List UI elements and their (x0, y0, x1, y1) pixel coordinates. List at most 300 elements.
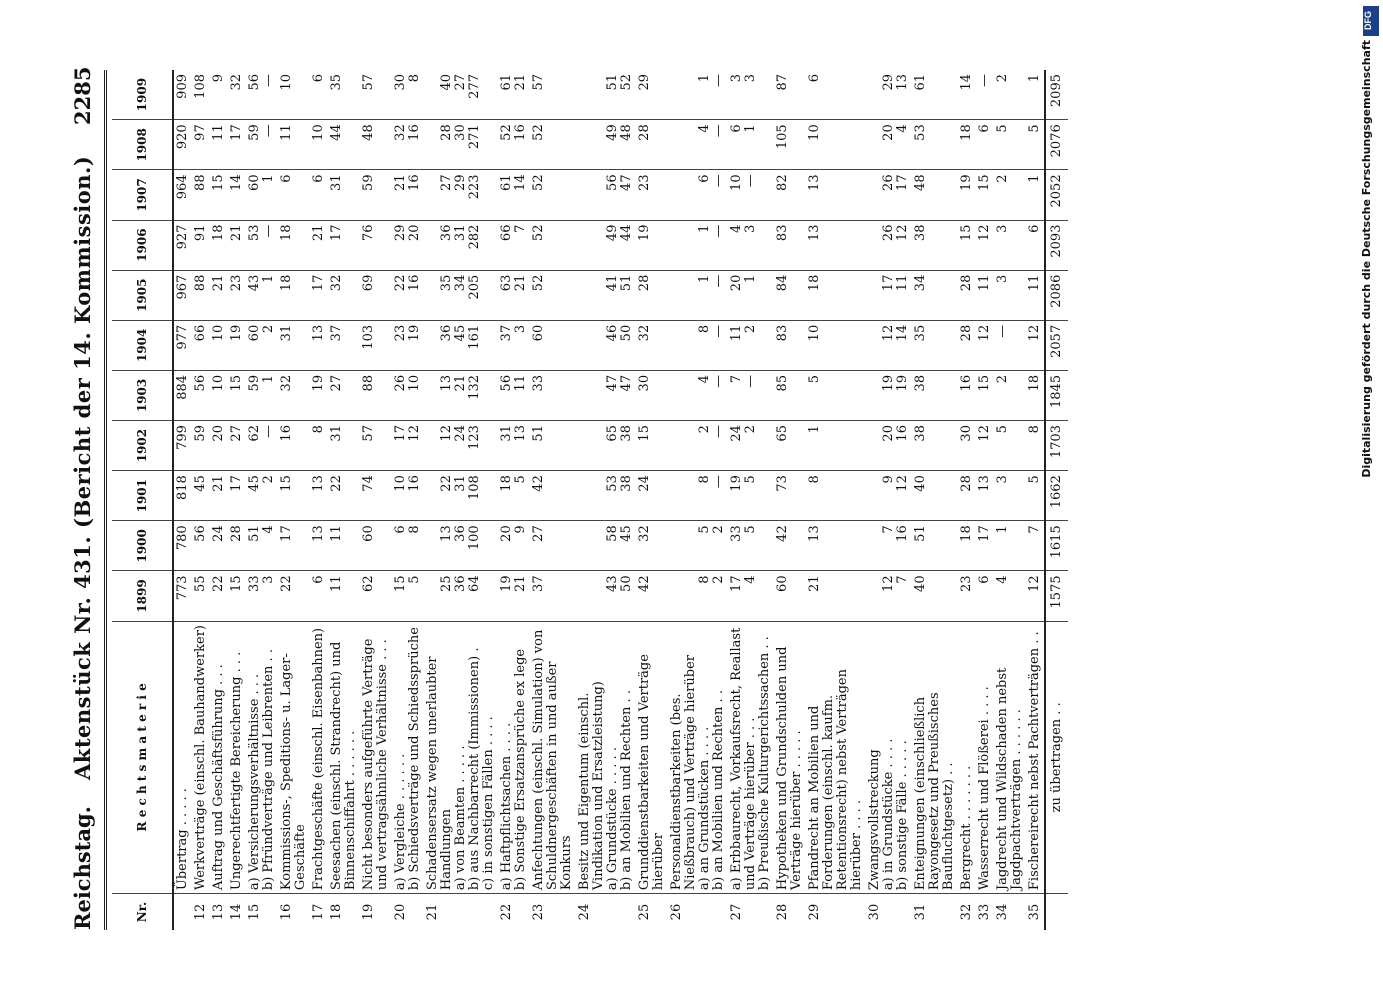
cell-value: 4 (994, 571, 1026, 621)
cell-value: 58 45 (576, 521, 636, 571)
cell-value: 8 — (668, 320, 728, 370)
total-value: 1662 (1045, 471, 1068, 521)
row-number: 17 (310, 894, 328, 930)
table-row (866, 70, 912, 930)
cell-value: 88 (192, 170, 210, 220)
cell-value: 17 11 (866, 270, 912, 320)
cell-value: 10 (310, 120, 328, 170)
table-row (806, 70, 866, 930)
cell-value: 20 1 (728, 270, 774, 320)
cell-value: 4 3 (728, 220, 774, 270)
cell-value: 10 — (728, 170, 774, 220)
cell-value: 74 (360, 471, 392, 521)
cell-value: 18 (958, 120, 976, 170)
cell-value: 52 (530, 220, 576, 270)
cell-value: 6 1 (728, 120, 774, 170)
row-materie: Enteignungen (einschließlich Rayongesetz und Preußisches Baufluchtgesetz) . . (912, 621, 958, 894)
row-number: 16 (278, 894, 310, 930)
row-materie: Wasserrecht und Flößerei . . . . (976, 621, 994, 894)
cell-value: 19 (636, 220, 668, 270)
cell-value: 31 (328, 170, 360, 220)
cell-value: 17 (228, 120, 246, 170)
cell-value: 6 8 (392, 521, 424, 571)
cell-value: 60 2 (246, 320, 278, 370)
cell-value: 57 (531, 74, 546, 91)
cell-value: 59 (360, 170, 392, 220)
total-row (1045, 70, 1068, 930)
cell-value: 884 (173, 370, 192, 420)
table-row (958, 70, 976, 930)
cell-value: 41 51 (576, 270, 636, 320)
cell-value: 13 (806, 220, 866, 270)
cell-value: 7 — (728, 370, 774, 420)
cell-value: 76 (360, 220, 392, 270)
cell-value: 2 (994, 170, 1026, 220)
cell-value: 38 (912, 421, 958, 471)
cell-value: 48 (912, 170, 958, 220)
cell-value: 37 3 (498, 320, 530, 370)
row-materie: Bergrecht . . . . . . . (958, 621, 976, 894)
table-row (192, 70, 210, 930)
cell-value: 18 5 (498, 471, 530, 521)
cell-value: 6 (278, 170, 310, 220)
cell-value: 32 (636, 320, 668, 370)
table-body (173, 70, 1068, 930)
cell-value: 61 14 (498, 170, 530, 220)
cell-value: 31 (278, 320, 310, 370)
row-number: 13 (210, 894, 228, 930)
cell-value: 22 (278, 571, 310, 621)
cell-value: 65 38 (576, 421, 636, 471)
row-number: 33 (976, 894, 994, 930)
cell-value: 5 (1026, 120, 1045, 170)
cell-value: 21 (228, 220, 246, 270)
cell-value: 21 (310, 220, 328, 270)
row-number: 15 (246, 894, 278, 930)
row-number: 28 (774, 894, 806, 930)
cell-value: 32 16 (392, 120, 424, 170)
row-number: 14 (228, 894, 246, 930)
table-row (173, 70, 192, 930)
cell-value: 16 (958, 370, 976, 420)
cell-value: 8 — (668, 471, 728, 521)
cell-value: 4 — (668, 370, 728, 420)
cell-value: 24 (636, 471, 668, 521)
cell-value: 83 (774, 220, 806, 270)
cell-value: 62 (360, 571, 392, 621)
row-materie: Grunddienstbarkeiten und Verträge hierüber (636, 621, 668, 894)
cell-value: 44 (328, 120, 360, 170)
row-number: 24 (576, 894, 636, 930)
row-number: 22 (498, 894, 530, 930)
cell-value: 18 (958, 521, 976, 571)
page-number: 2285 (70, 66, 95, 125)
cell-value: 23 19 (392, 320, 424, 370)
cell-value: 1 — (668, 220, 728, 270)
row-materie: Werkverträge (einschl. Bauhandwerker) (192, 621, 210, 894)
cell-value: 4 — (668, 120, 728, 170)
col-year: 1907 (112, 170, 173, 220)
cell-value: 11 (278, 120, 310, 170)
cell-value: 83 (774, 320, 806, 370)
funding-note (1360, 40, 1378, 600)
cell-value: 19 (310, 370, 328, 420)
total-nr (1045, 894, 1068, 930)
cell-value: 26 10 (392, 370, 424, 420)
cell-value: 55 (192, 571, 210, 621)
cell-value: 27 (530, 521, 576, 571)
cell-value: 46 50 (576, 320, 636, 370)
cell-value: 9 12 (866, 471, 912, 521)
row-materie: Kommissions-, Speditions- u. Lager-Geschäfte (278, 621, 310, 894)
cell-value: 6 (976, 120, 994, 170)
row-materie: Auftrag und Geschäftsführung . . . (210, 621, 228, 894)
header-left: Reichstag. (70, 806, 95, 930)
total-label: zu übertragen . . (1045, 621, 1068, 894)
cell-value: 33 3 (246, 571, 278, 621)
cell-value: 33 (530, 370, 576, 420)
total-value: 2086 (1045, 270, 1068, 320)
cell-value: 18 (278, 220, 310, 270)
row-number: 30 (866, 894, 912, 930)
cell-value: 12 (976, 421, 994, 471)
row-number: 35 (1026, 894, 1045, 930)
cell-value: 62 — (246, 421, 278, 471)
cell-value: 1 (806, 421, 866, 471)
cell-value: 22 31 108 (424, 471, 498, 521)
table-row (636, 70, 668, 930)
cell-value: 40 (912, 471, 958, 521)
cell-value: 10 (210, 320, 228, 370)
cell-value: 56 (192, 370, 210, 420)
cell-value: — (977, 74, 992, 87)
cell-value: 60 (530, 320, 576, 370)
cell-value: 5 (994, 120, 1026, 170)
row-number: 27 (728, 894, 774, 930)
table-row (530, 70, 576, 930)
cell-value: 13 21 132 (424, 370, 498, 420)
col-materie: R e c h t s m a t e r i e (112, 621, 173, 894)
cell-value: 18 (278, 270, 310, 320)
row-materie: Seesachen (einschl. Strandrecht) und Binnenschiffahrt . . . . . . (328, 621, 360, 894)
cell-value: 45 2 (246, 471, 278, 521)
cell-value: 17 (976, 521, 994, 571)
cell-value: 6 (807, 74, 822, 83)
cell-value: 977 (173, 320, 192, 370)
cell-value: 29 20 (392, 220, 424, 270)
cell-value: 52 (530, 120, 576, 170)
cell-value: 37 (530, 571, 576, 621)
total-value: 2057 (1045, 320, 1068, 370)
cell-value: 28 (958, 320, 976, 370)
table-row (576, 70, 636, 930)
cell-value: 18 (1026, 370, 1045, 420)
cell-value: 59 (192, 421, 210, 471)
cell-value: 56 — (247, 74, 276, 91)
col-year: 1900 (112, 521, 173, 571)
cell-value: 33 5 (728, 521, 774, 571)
total-value: 2052 (1045, 170, 1068, 220)
table-header-row (112, 70, 173, 930)
cell-value: 1 — (668, 270, 728, 320)
cell-value: 38 (912, 370, 958, 420)
cell-value: 28 (958, 270, 976, 320)
total-value: 1575 (1045, 571, 1068, 621)
cell-value: 35 34 205 (424, 270, 498, 320)
table-row (310, 70, 328, 930)
cell-value: 35 (329, 74, 344, 91)
table-row (774, 70, 806, 930)
cell-value: 40 27 277 (439, 74, 482, 99)
row-materie: Frachtgeschäfte (einschl. Eisenbahnen) (310, 621, 328, 894)
cell-value: 17 (328, 220, 360, 270)
row-materie: Hypotheken und Grundschulden und Verträge hierüber . . . . . (774, 621, 806, 894)
row-materie: Fischereirecht nebst Pachtverträgen . . (1026, 621, 1045, 894)
row-number: 34 (994, 894, 1026, 930)
cell-value: 15 (228, 571, 246, 621)
cell-value: 12 24 123 (424, 421, 498, 471)
row-materie: Anfechtungen (einschl. Simulation) von Schuldnergeschäften in und außer Konkurs (530, 621, 576, 894)
cell-value: 9 (211, 74, 226, 83)
cell-value: 15 5 (392, 571, 424, 621)
cell-value: 17 4 (728, 571, 774, 621)
cell-value: 51 (530, 421, 576, 471)
cell-value: 52 (530, 270, 576, 320)
cell-value: 108 (193, 74, 208, 99)
cell-value: 11 (976, 270, 994, 320)
cell-value: 36 45 161 (424, 320, 498, 370)
row-materie: a) Versicherungsverhältnisse . . . b) Pfründverträge und Leibrenten . . (246, 621, 278, 894)
cell-value: 48 (360, 120, 392, 170)
funding-text: Digitalisierung gefördert durch die Deutsche Forschungsgemeinschaft (1360, 40, 1373, 478)
row-materie: Schadensersatz wegen unerlaubter Handlungen a) von Beamten . . . . . b) aus Nachbarrecht (Immissionen) . c) in sonstigen Fällen . . . . (424, 621, 498, 894)
cell-value: 5 (806, 370, 866, 420)
total-value: 2095 (1045, 70, 1068, 120)
cell-value: 28 (636, 120, 668, 170)
cell-value: 799 (173, 421, 192, 471)
cell-value: 27 (228, 421, 246, 471)
cell-value: 967 (173, 270, 192, 320)
row-number: 20 (392, 894, 424, 930)
row-materie: a) Haftpflichtsachen . . . . b) Sonstige Ersatzansprüche ex lege (498, 621, 530, 894)
cell-value: 40 (912, 571, 958, 621)
cell-value: 53 — (246, 220, 278, 270)
row-number: 26 (668, 894, 728, 930)
cell-value: 3 (994, 220, 1026, 270)
cell-value: 30 (958, 421, 976, 471)
cell-value: 15 (228, 370, 246, 420)
table-row (360, 70, 392, 930)
row-number: 25 (636, 894, 668, 930)
row-number: 29 (806, 894, 866, 930)
cell-value: 15 (278, 471, 310, 521)
cell-value: 59 1 (246, 370, 278, 420)
cell-value: 42 (530, 471, 576, 521)
cell-value: 60 1 (246, 170, 278, 220)
cell-value: 52 (530, 170, 576, 220)
cell-value: 15 (958, 220, 976, 270)
cell-value: 34 (912, 270, 958, 320)
cell-value: 51 (912, 521, 958, 571)
cell-value: 8 (806, 471, 866, 521)
cell-value: 6 (1026, 220, 1045, 270)
cell-value: 105 (774, 120, 806, 170)
cell-value: 17 (228, 471, 246, 521)
cell-value: 19 5 (728, 471, 774, 521)
cell-value: 85 (774, 370, 806, 420)
cell-value: 88 (360, 370, 392, 420)
cell-value: 11 (210, 120, 228, 170)
cell-value: 8 2 (668, 571, 728, 621)
row-materie: Jagdrecht und Wildschaden nebst Jagdpachtverträgen . . . . . . (994, 621, 1026, 894)
cell-value: 61 21 (499, 74, 528, 91)
cell-value: 19 (228, 320, 246, 370)
cell-value: 45 (192, 471, 210, 521)
cell-value: 11 (328, 571, 360, 621)
row-number: 31 (912, 894, 958, 930)
cell-value: 22 (210, 571, 228, 621)
cell-value: 60 (774, 571, 806, 621)
col-year: 1902 (112, 421, 173, 471)
cell-value: 12 14 (866, 320, 912, 370)
cell-value: 927 (173, 220, 192, 270)
cell-value: 21 (806, 571, 866, 621)
table-row (668, 70, 728, 930)
cell-value: 7 (1026, 521, 1045, 571)
row-materie: Personaldienstbarkeiten (bes. Nießbrauch) und Verträge hierüber a) an Grundstücken . . . . b) an Mobilien und Rechten . . (668, 621, 728, 894)
cell-value: 36 31 282 (424, 220, 498, 270)
row-materie: Pfandrecht an Mobilien und Forderungen (einschl. kaufm. Retentionsrecht) nebst Verträgen hierüber . . . . (806, 621, 866, 894)
cell-value: 13 (976, 471, 994, 521)
cell-value: 17 12 (392, 421, 424, 471)
cell-value: 53 (912, 120, 958, 170)
cell-value: 10 (806, 320, 866, 370)
cell-value: 13 (806, 170, 866, 220)
row-number: 18 (328, 894, 360, 930)
row-number: 12 (192, 894, 210, 930)
cell-value: 2 — (668, 421, 728, 471)
cell-value: 42 (774, 521, 806, 571)
cell-value: 13 (310, 471, 328, 521)
cell-value: 30 (636, 370, 668, 420)
cell-value: 32 (278, 370, 310, 420)
row-materie: Ungerechtfertigte Bereicherung . . . (228, 621, 246, 894)
table-row (210, 70, 228, 930)
table-row (912, 70, 958, 930)
cell-value: 13 (806, 521, 866, 571)
cell-value: 32 (229, 74, 244, 91)
cell-value: 73 (774, 471, 806, 521)
cell-value: 22 16 (392, 270, 424, 320)
col-year: 1904 (112, 320, 173, 370)
cell-value: 49 48 (576, 120, 636, 170)
total-value: 1845 (1045, 370, 1068, 420)
cell-value: 15 (976, 370, 994, 420)
cell-value: 21 16 (392, 170, 424, 220)
table-row (728, 70, 774, 930)
cell-value: 6 (310, 170, 328, 220)
cell-value: 3 (994, 270, 1026, 320)
cell-value: 773 (173, 571, 192, 621)
cell-value: 5 (1026, 471, 1045, 521)
cell-value: 21 (210, 270, 228, 320)
row-number: 23 (530, 894, 576, 930)
cell-value: 17 (278, 521, 310, 571)
cell-value: 13 36 100 (424, 521, 498, 571)
total-value: 1703 (1045, 421, 1068, 471)
row-number (173, 894, 192, 930)
cell-value: 91 (192, 220, 210, 270)
cell-value: 28 (636, 270, 668, 320)
cell-value: 56 47 (576, 170, 636, 220)
cell-value: 21 (210, 471, 228, 521)
row-materie: Besitz und Eigentum (einschl. Vindikation und Ersatzleistung) a) Grundstücke . . . . . b) an Mobilien und Rechten . . (576, 621, 636, 894)
row-materie: Übertrag . . . . . (173, 621, 192, 894)
cell-value: 12 (976, 320, 994, 370)
cell-value: 10 (806, 120, 866, 170)
cell-value: 25 36 64 (424, 571, 498, 621)
cell-value: 32 (328, 270, 360, 320)
cell-value: 103 (360, 320, 392, 370)
cell-value: 18 (210, 220, 228, 270)
cell-value: 26 12 (866, 220, 912, 270)
cell-value: 10 (210, 370, 228, 420)
col-year: 1906 (112, 220, 173, 270)
table-row (278, 70, 310, 930)
dfg-logo: DFG (1363, 6, 1379, 36)
total-value: 2076 (1045, 120, 1068, 170)
col-year: 1905 (112, 270, 173, 320)
cell-value: 31 (328, 421, 360, 471)
total-value: 1615 (1045, 521, 1068, 571)
cell-value: 56 (192, 521, 210, 571)
cell-value: 65 (774, 421, 806, 471)
col-year: 1903 (112, 370, 173, 420)
cell-value: 15 (976, 170, 994, 220)
cell-value: 28 (958, 471, 976, 521)
cell-value: 35 (912, 320, 958, 370)
cell-value: 43 50 (576, 571, 636, 621)
cell-value: 69 (360, 270, 392, 320)
cell-value: 31 13 (498, 421, 530, 471)
cell-value: 16 (278, 421, 310, 471)
cell-value: 13 (310, 521, 328, 571)
cell-value: 20 (210, 421, 228, 471)
cell-value: 18 (806, 270, 866, 320)
cell-value: 19 (958, 170, 976, 220)
cell-value: 84 (774, 270, 806, 320)
cell-value: 56 11 (498, 370, 530, 420)
cell-value: 66 (192, 320, 210, 370)
cell-value: 60 (360, 521, 392, 571)
cell-value: 7 16 (866, 521, 912, 571)
row-number: 32 (958, 894, 976, 930)
row-number: 21 (424, 894, 498, 930)
page-header (62, 66, 102, 930)
statistics-table (112, 70, 1068, 930)
cell-value: 6 (310, 571, 328, 621)
cell-value: 6 — (668, 170, 728, 220)
cell-value: 11 (1026, 270, 1045, 320)
cell-value: 10 (279, 74, 294, 91)
cell-value: 920 (173, 120, 192, 170)
table-row (328, 70, 360, 930)
cell-value: 57 (360, 421, 392, 471)
cell-value: 6 (976, 571, 994, 621)
cell-value: 12 (1026, 320, 1045, 370)
cell-value: 3 3 (729, 74, 758, 83)
cell-value: 19 19 (866, 370, 912, 420)
